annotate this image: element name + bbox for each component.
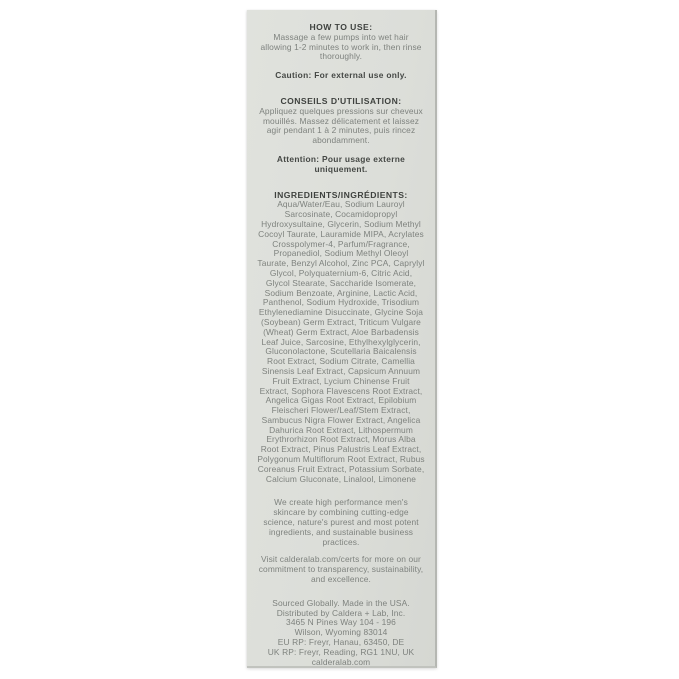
- ingredients-section: [257, 191, 425, 485]
- how-to-use-body: Massage a few pumps into wet hair allowing 1-2 minutes to work in, then rinse thoroughly.: [260, 31, 422, 62]
- ingredients-list: Aqua/Water/Eau, Sodium Lauroyl Sarcosinate, Cocamidopropyl Hydroxysultaine, Glycerin, Sodium Methyl Cocoyl Taurate, Lauramide MIPA, Acrylates Crosspolymer-4, Parfum/Fragrance, Propanediol, Sodium Methyl Oleoyl Taurate, Benzyl Alcohol, Zinc PCA, Caprylyl Glycol, Polyquaternium-6, Citric Acid, Glycol Stearate, Saccharide Isomerate, Sodium Benzoate, Arginine, Lactic Acid, Panthenol, Sodium Hydroxide, Trisodium Ethylenediamine Disuccinate, Glycine Soja (Soybean) Germ Extract, Triticum Vulgare (Wheat) Germ Extract, Aloe Barbadensis Leaf Juice, Sarcosine, Ethylhexylglycerin, Gluconolactone, Scutellaria Baicalensis Root Extract, Sodium Citrate, Camellia Sinensis Leaf Extract, Capsicum Annuum Fruit Extract, Lycium Chinense Fruit Extract, Sophora Flavescens Root Extract, Angelica Gigas Root Extract, Epilobium Fleischeri Flower/Leaf/Stem Extract, Sambucus Nigra Flower Extract, Angelica Dahurica Root Extract, Lithospermum Erythrorhizon Root Extract, Morus Alba Root Extract, Pinus Palustris Leaf Extract, Polygonum Multiflorum Root Extract, Rubus Coreanus Fruit Extract, Potassium Sorbate, Calcium Gluconate, Linalool, Limonene: [257, 199, 425, 484]
- conseils-section: [257, 97, 425, 175]
- how-to-use-section: [257, 23, 425, 81]
- address-line-1: 3465 N Pines Way 104 - 196: [286, 617, 396, 628]
- uk-rp-line: UK RP: Freyr, Reading, RG1 1NU, UK: [267, 646, 415, 657]
- conseils-body: Appliquez quelques pressions sur cheveux mouillés. Massez délicatement et laissez agir pendant 1 à 2 minutes, puis rincez abondamment.: [259, 105, 423, 146]
- mission-statement: We create high performance men's skincare by combining cutting-edge science, nature's purest and most potent ingredients, and sustainable business practices.: [263, 497, 419, 547]
- attention-note: Attention: Pour usage externe uniquement.: [276, 153, 406, 174]
- eu-rp-line: EU RP: Freyr, Hanau, 63450, DE: [277, 637, 405, 648]
- distributor-line: Distributed by Caldera + Lab, Inc.: [276, 607, 406, 618]
- distributor-block: [257, 599, 425, 668]
- website-line: calderalab.com: [311, 656, 371, 667]
- mission-section: [257, 498, 425, 584]
- conseils-heading: CONSEILS D'UTILISATION:: [280, 95, 402, 106]
- how-to-use-heading: HOW TO USE:: [309, 22, 373, 32]
- address-line-2: Wilson, Wyoming 83014: [294, 627, 388, 638]
- product-box-back-panel: [247, 10, 437, 668]
- distributor-section: [257, 599, 425, 668]
- sourcing-line: Sourced Globally. Made in the USA.: [272, 597, 410, 608]
- certs-statement: Visit calderalab.com/certs for more on our commitment to transparency, sustainability, and excellence.: [258, 554, 424, 585]
- ingredients-heading: INGREDIENTS/INGRÉDIENTS:: [274, 189, 408, 200]
- caution-note: Caution: For external use only.: [275, 70, 407, 81]
